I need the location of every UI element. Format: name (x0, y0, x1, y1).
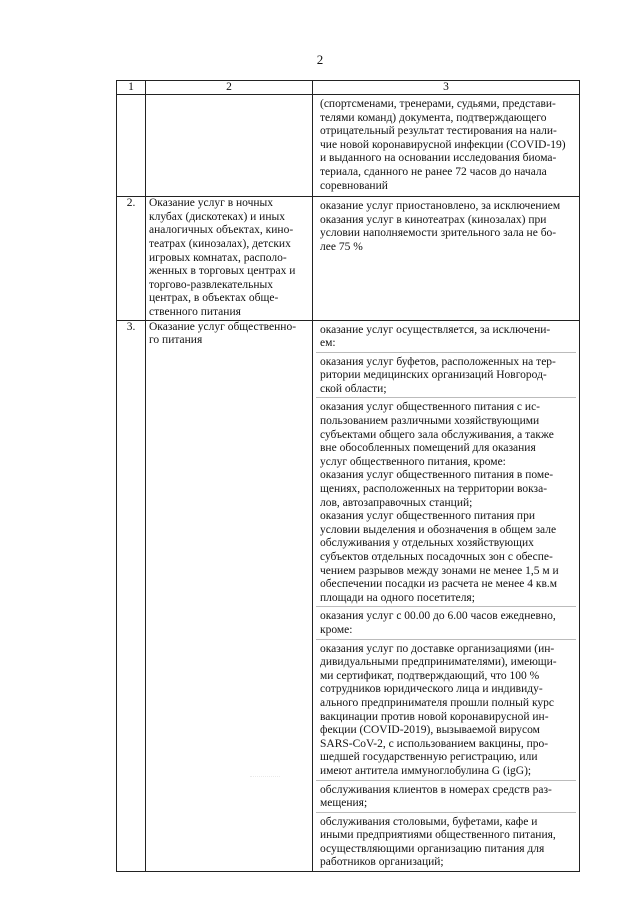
column-header-2: 2 (146, 81, 313, 95)
conditions-cell (313, 197, 580, 320)
page-number: 2 (316, 52, 324, 67)
table-row (117, 197, 580, 320)
scan-artifact (250, 762, 280, 777)
row-number (117, 95, 146, 197)
column-header-3: 3 (313, 81, 580, 95)
condition-paragraph: обслуживания столовыми, буфетами, кафе и иными предприятиями общественного питания, осуществляющими организацию питания для работников организаций; (316, 812, 576, 871)
conditions-cell (313, 320, 580, 872)
condition-paragraph: оказание услуг осуществляется, за исключени- ем: (320, 323, 551, 350)
service-name: Оказание услуг в ночных клубах (дискотеках) и иных аналогичных объектах, кино- театрах (кинозалах), детских игровых комнатах, располо- женных в торговых центрах и торгово-развлекательных центрах, в объектах обще- ственного питания (146, 197, 313, 320)
regulation-table (116, 80, 580, 872)
row-number: 3. (117, 320, 146, 872)
condition-paragraph: оказания услуг общественного питания с ис- пользованием различными хозяйствующими субъектами общего зала обслуживания, а также вне обособленных помещений для оказания услуг общественного питания, кроме: оказания услуг общественного питания в поме- щениях, расположенных на территории вокза- лов, автозаправочных станций; оказания услуг общественного питания при условии выделения и обозначения в общем зале обслуживания у отдельных хозяйствующих субъектов отдельных посадочных зон с обеспе- чением разрывов между зонами не менее 1,5 м и обеспечении посадки из расчета не менее 4 кв.м площади на одного посетителя; (316, 397, 576, 606)
condition-text: оказание услуг приостановлено, за исключением оказания услуг в кинотеатрах (кинозалах) при условии наполняемости зрительного зала не бо- лее 75 % (320, 200, 561, 253)
column-header-1: 1 (117, 81, 146, 95)
condition-paragraph: оказания услуг по доставке организациями (ин- дивидуальными предпринимателями), имеющи- ми сертификат, подтверждающий, что 100 % сотрудников юридического лица и индивиду- ального предпринимателя прошли полный курс вакцинации против новой коронавирусной ин- фекции (COVID-2019), вызываемой вирусом SARS-CoV-2, с использованием вакцины, про- шедшей государственную регистрацию, или имеют антитела иммуноглобулина G (igG); (316, 639, 576, 780)
table-row (117, 95, 580, 197)
condition-text: (спортсменами, тренерами, судьями, представи- телями команд) документа, подтверждающего отрицательный результат тестирования на нали- чие новой коронавирусной инфекции (COVID-19) и выданного на основании исследования биома- териала, сданного не ранее 72 часов до начала соревнований (320, 98, 566, 192)
table-header-row (117, 81, 580, 95)
service-name: Оказание услуг общественно- го питания (146, 320, 313, 872)
condition-paragraph: оказания услуг буфетов, расположенных на тер- ритории медицинских организаций Новгород- ской области; (316, 352, 576, 398)
row-number: 2. (117, 197, 146, 320)
condition-paragraph: обслуживания клиентов в номерах средств раз- мещения; (316, 780, 576, 812)
condition-paragraph: оказания услуг с 00.00 до 6.00 часов ежедневно, кроме: (316, 606, 576, 638)
table-row (117, 320, 580, 872)
conditions-cell (313, 95, 580, 197)
service-name (146, 95, 313, 197)
